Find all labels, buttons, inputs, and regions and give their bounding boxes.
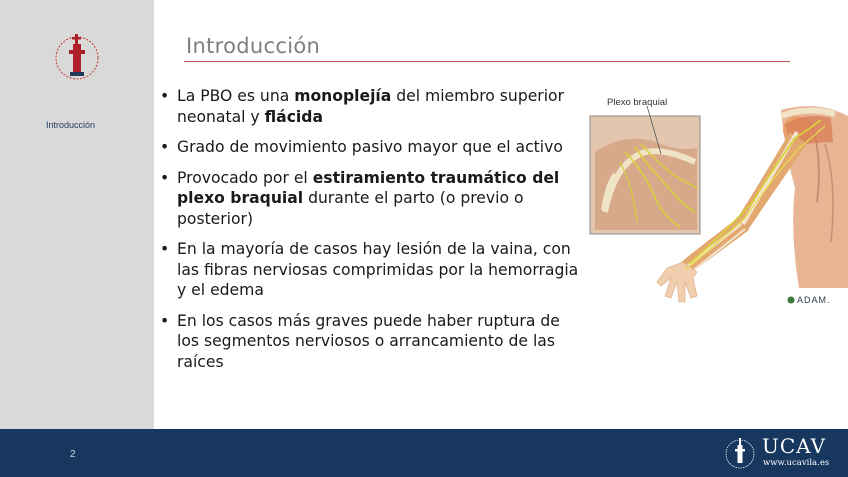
bullet-item [160,168,580,230]
bullet-text: durante el parto (o previo o posterior) [177,189,524,228]
bullet-text: Provocado por el [177,168,313,187]
figure-credit: ADAM. [797,295,831,305]
bullet-emphasis: monoplejía [294,87,392,105]
bullet-dot-icon: • [160,168,170,187]
bullet-item [160,137,580,158]
figure-label: Plexo braquial [607,97,668,108]
bullet-dot-icon: • [160,87,170,105]
bullet-item [160,239,580,301]
adam-logo-icon [788,297,795,304]
bullet-text: En la mayoría de casos hay lesión de la vaina, con las fibras nerviosas comprimidas por la hemorragia y el edema [177,240,579,299]
ucav-seal-icon [724,435,756,471]
title-divider [184,61,790,62]
sidebar [0,0,154,429]
bullet-dot-icon: • [160,138,170,156]
page-number: 2 [70,449,76,460]
bullet-emphasis: flácida [264,107,323,126]
slide-title: Introducción [186,34,321,58]
bullet-item [160,86,580,127]
bullet-text: La PBO es una [177,87,295,105]
brachial-plexus-illustration [585,92,848,308]
footer-bar [0,429,848,477]
university-seal-icon [52,28,102,84]
bullet-dot-icon: • [160,311,170,330]
bullet-text: Grado de movimiento pasivo mayor que el activo [177,138,563,156]
bullet-list [160,86,580,382]
bullet-text: En los casos más graves puede haber ruptura de los segmentos nerviosos o arrancamiento de las raíces [177,311,560,371]
bullet-emphasis: estiramiento traumático del plexo braquial [177,168,560,207]
section-label: Introducción [46,120,96,130]
bullet-item [160,311,580,373]
bullet-text: del miembro superior neonatal y [177,87,565,126]
bullet-dot-icon: • [160,240,170,258]
ucav-brand: UCAV [762,434,827,458]
ucav-url: www.ucavila.es [763,458,830,468]
